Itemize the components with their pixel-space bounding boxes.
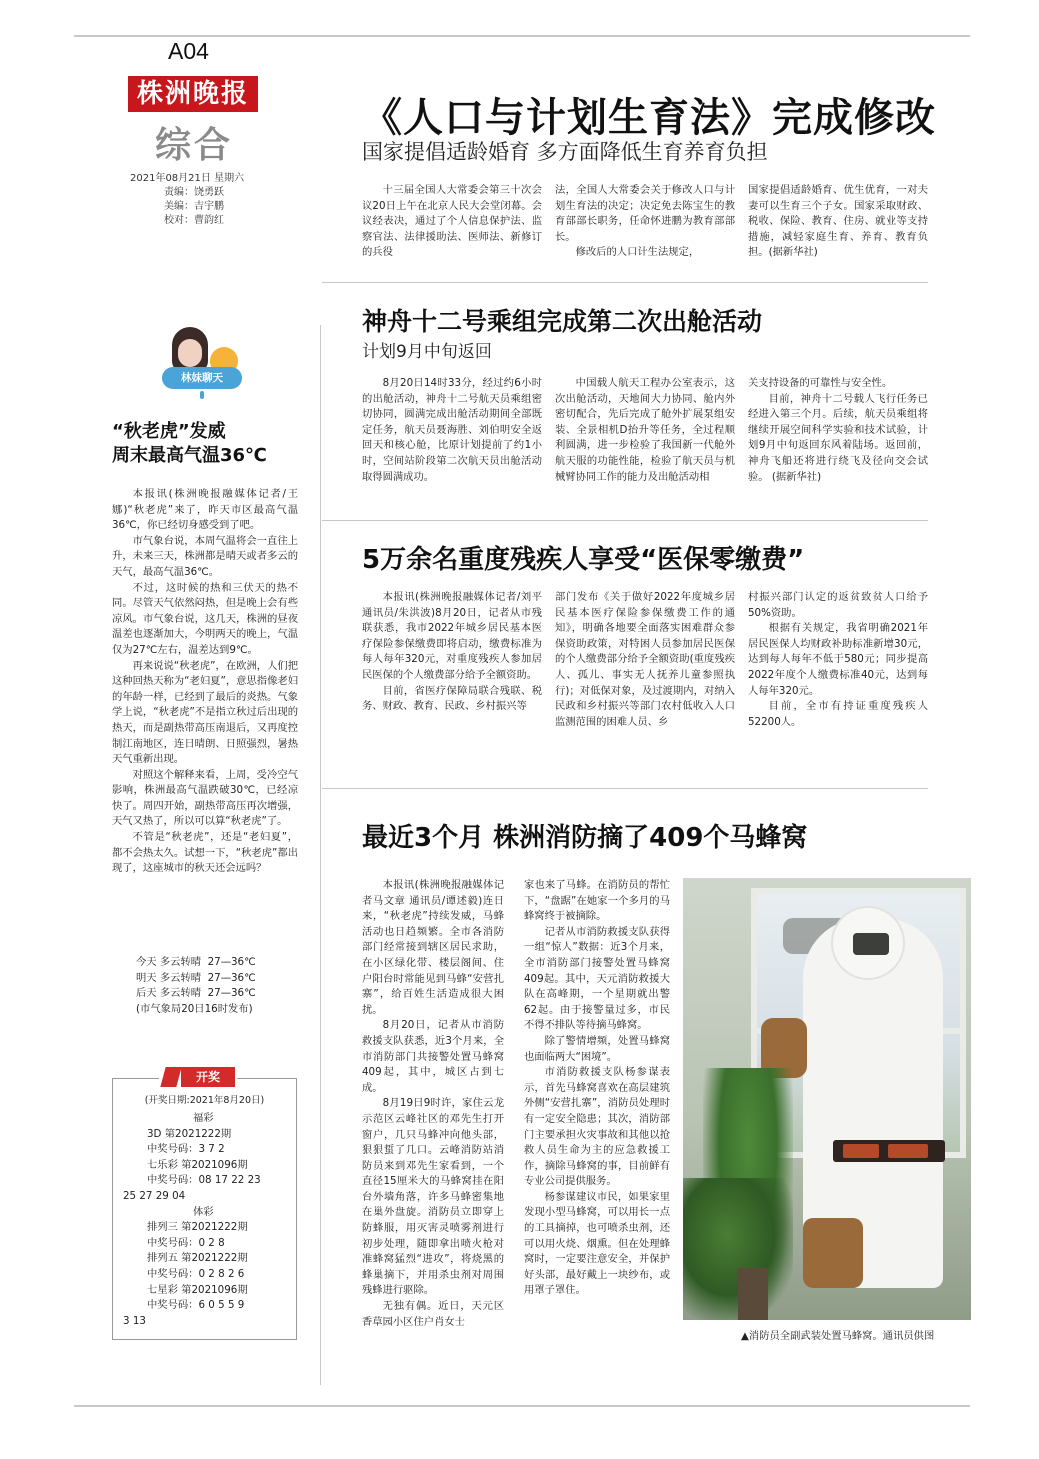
masthead-logo: 株洲晚报 [128,76,258,112]
lead-col-3 [748,183,928,261]
lead-headline: 《人口与计划生育法》完成修改 [362,95,936,141]
medical-col-3-text-c: 目前，全市有持证重度残疾人52200人。 [748,700,928,728]
shenzhou-col-2 [555,376,735,485]
shenzhou-subhead: 计划9月中旬返回 [362,342,492,362]
weather-article [112,487,298,877]
lottery-line: 中奖号码：08 17 22 23 [147,1174,261,1187]
hornet-col-2-text-b: 记者从市消防救援支队获得一组“惊人”数据：近3个月来，全市消防部门接警处置马蜂窝409起。其中，天元消防救援大队在高峰期，一个星期就出警62起。由于接警量过多，市民不得不排队等待摘马蜂窝。 [524,925,670,1032]
forecast-weather: 多云转晴 [159,956,202,968]
raindrop-icon [200,391,204,399]
lottery-line: 排列三 第2021222期 [147,1221,248,1234]
lead-bottom-rule [322,282,928,283]
lottery-line: 七星彩 第2021096期 [147,1283,248,1296]
firefighter-photo [683,878,971,1320]
hornet-col-2-text-d: 市消防救援支队杨参谋表示，首先马蜂窝喜欢在高层建筑外侧“安营扎寨”，消防员处理时有一定安全隐患；其次，消防部门主要承担火灾事故和其他以抢救人员生命为主的应急救援工作，摘除马蜂窝的事，目前鲜有专业公司提供服务。 [524,1066,670,1188]
hornet-col-2-text-c: 除了警情增频，处置马蜂窝也面临两大“困境”。 [524,1034,670,1063]
section-title: 综合 [155,125,234,166]
weather-paragraph: 不过，这时候的热和三伏天的热不同。尽管天气依然闷热，但是晚上会有些凉风。市气象台说，这几天，株洲的昼夜温差也逐渐加大，今明两天的晚上，气温仅为27℃左右，温差达到9℃。 [112,581,298,656]
forecast-day: 明天 [136,971,157,984]
lottery-line: 3 13 [123,1314,146,1327]
forecast-source: (市气象局20日16时发布) [136,1002,253,1015]
sidebar-divider [320,325,321,1385]
date-line: 2021年08月21日 星期六 [130,173,245,184]
page-meta [130,172,244,228]
weather-headline-line-2: 周末最高气温36℃ [112,445,267,466]
lottery-line: 中奖号码：3 7 2 [147,1143,225,1156]
medical-col-3-text-a: 村振兴部门认定的返贫致贫人口给予50%资助。 [748,591,928,619]
medical-col-2-text: 部门发布《关于做好2022年度城乡居民基本医疗保险参保缴费工作的通知》，明确各地要全面落实困难群众参保资助政策，对特困人员参加居民医保的个人缴费部分给予全额资助(重度残疾人、孤儿、事实无人抚养儿童参照执行)；对低保对象，及过渡期内，对纳入民政和乡村振兴等部门农村低收入人口监测范围的困难人员、乡 [555,591,735,728]
medical-col-1-text: 本报讯(株洲晚报融媒体记者/刘平 通讯员/朱洪波)8月20日，记者从市残联获悉，我市2022年城乡居民基本医疗保险参保缴费即将启动，缴费标准为每人每年320元，对重度残疾人参加居民医保的个人缴费部分给予全额资助。 [362,591,542,681]
lottery-line: 七乐彩 第2021096期 [147,1158,248,1171]
shenzhou-col-3-text-b: 目前，神舟十二号载人飞行任务已经进入第三个月。后续，航天员乘组将继续开展空间科学实验和技术试验，计划9月中旬返回东风着陆场。返回前，神舟飞船还将进行绕飞及径向交会试验。 (据新华社) [748,392,928,483]
weather-paragraph: 再来说说“秋老虎”，在欧洲，人们把这种回热天称为“老妇夏”，意思指像老妇的年龄一样，已经到了最后的炎热。气象学上说，“秋老虎”不是指立秋过后出现的热天，而是副热带高压南退后，又再度控制江南地区，连日晴朗、日照强烈，暑热天气重新出现。 [112,659,298,766]
shenzhou-col-3 [748,376,928,485]
lottery-line: 中奖号码：0 2 8 [147,1236,225,1249]
forecast-table [136,955,256,1017]
lead-subhead: 国家提倡适龄婚育 多方面降低生育养育负担 [362,140,768,164]
forecast-row [136,955,256,971]
medical-col-2 [555,590,735,730]
forecast-row [136,986,256,1002]
medical-col-1 [362,590,542,715]
lottery-line: 中奖号码：0 2 8 2 6 [147,1267,245,1280]
hornet-col-1 [362,878,504,1330]
weather-paragraph: 不管是“秋老虎”，还是“老妇夏”，都不会热太久。试想一下，“秋老虎”都出现了，这座城市的秋天还会远吗？ [112,831,298,875]
weather-column-logo [162,327,242,407]
lottery-line: 3D 第2021222期 [147,1127,232,1140]
lottery-line: 排列五 第2021222期 [147,1252,248,1265]
lottery-badge: 开奖 [181,1067,235,1087]
lottery-section-title: 福彩 [193,1112,214,1124]
lottery-line: 25 27 29 04 [123,1189,186,1202]
lead-col-2-text-b: 修改后的人口计生法规定， [575,246,700,259]
lead-col-3-text: 国家提倡适龄婚育、优生优育，一对夫妻可以生育三个子女。国家采取财政、税收、保险、教育、住房、就业等支持措施，减轻家庭生育、养育、教育负担。(据新华社) [748,184,928,259]
lead-col-2 [555,183,735,261]
forecast-temp: 27—36℃ [207,987,256,1000]
weather-headline-line-1: “秋老虎”发威 [112,421,226,442]
page-number: A04 [168,38,209,64]
shenzhou-col-1-text: 8月20日14时33分，经过约6小时的出舱活动，神舟十二号航天员乘组密切协同，圆满完成出舱活动期间全部既定任务，航天员聂海胜、刘伯明安全返回天和核心舱，比原计划提前了约1小时，空间站阶段第二次航天员出舱活动取得圆满成功。 [362,377,542,483]
lottery-line: 中奖号码：6 0 5 5 9 [147,1299,245,1312]
lottery-box [112,1070,297,1340]
medical-headline: 5万余名重度残疾人享受“医保零缴费” [362,545,805,575]
lottery-date: (开奖日期:2021年8月20日) [144,1095,265,1106]
forecast-row [136,971,256,987]
weather-headline [112,420,267,468]
weather-paragraph: 本报讯(株洲晚报融媒体记者/王娜)“秋老虎”来了，昨天市区最高气温36℃，你已经切身感受到了吧。 [112,488,298,532]
forecast-temp: 27—36℃ [207,956,256,968]
forecast-weather: 多云转晴 [159,971,202,984]
hornet-col-1-text-b: 8月20日，记者从市消防救援支队获悉，近3个月来，全市消防部门共接警处置马蜂窝409起，其中，城区占到七成。 [362,1019,504,1094]
hornet-headline: 最近3个月 株洲消防摘了409个马蜂窝 [362,823,808,853]
hornet-col-2-text-e: 杨参谋建议市民，如果家里发现小型马蜂窝，可以用长一点的工具摘掉，也可喷杀虫剂，还可以用火烧、烟熏。但在处理蜂窝时，一定要注意安全，并保护好头部，最好戴上一块纱布，或用罩子罩住。 [524,1190,670,1297]
medical-bottom-rule [322,788,928,789]
forecast-day: 今天 [136,956,157,968]
shenzhou-col-3-text-a: 关支持设备的可靠性与安全性。 [748,377,893,389]
bottom-rule [74,1405,970,1407]
weather-paragraph: 对照这个解释来看，上周，受冷空气影响，株洲最高气温跌破30℃，已经凉快了。周四开始，副热带高压再次增强，天气又热了，所以可以算“秋老虎”了。 [112,768,298,828]
shenzhou-col-1 [362,376,542,485]
shenzhou-col-2-text: 中国载人航天工程办公室表示，这次出舱活动，天地间大力协同、舱内外密切配合，先后完成了舱外扩展泵组安装、全景相机D抬升等任务，全过程顺利圆满，进一步检验了我国新一代舱外航天服的功能性能，检验了航天员与机械臂协同工作的能力及出舱活动相 [555,377,735,483]
hornet-col-1-text-c: 8月19日9时许，家住云龙示范区云峰社区的邓先生打开窗户，几只马蜂冲向他头部，狠狠蜇了几口。云峰消防站消防员来到邓先生家看到，一个直径15厘米大的马蜂窝挂在阳台外墙角落，许多马蜂密集地在巢外盘旋。消防员立即穿上防蜂服，用灭害灵喷雾剂进行初步处理，随即拿出喷火枪对准蜂窝猛烈“进攻”，将烧黑的蜂巢摘下，并用杀虫剂对周围残蜂进行驱除。 [362,1097,504,1297]
shenzhou-headline: 神舟十二号乘组完成第二次出舱活动 [362,307,763,336]
column-badge: 林妹聊天 [162,367,242,389]
lead-col-1-text: 十三届全国人大常委会第三十次会议20日上午在北京人民大会堂闭幕。会议经表决，通过了个人信息保护法、监察官法、法律援助法、医师法、新修订的兵役 [362,184,542,259]
lottery-results [123,1111,295,1329]
shenzhou-bottom-rule [322,520,928,521]
lead-col-1 [362,183,542,261]
editor-line: 责编：饶勇跃 [164,187,224,198]
designer-line: 美编：吉宇鹏 [164,201,224,212]
weather-paragraph: 市气象台说，本周气温将会一直往上升，未来三天，株洲都是晴天或者多云的天气，最高气温36℃。 [112,534,298,578]
photo-caption: ▲消防员全副武装处置马蜂窝。通讯员供图 [741,1330,935,1342]
lead-col-2-text-a: 法，全国人大常委会关于修改人口与计划生育法的决定；决定免去陈宝生的教育部部长职务，任命怀进鹏为教育部部长。 [555,184,735,243]
medical-col-3-text-b: 根据有关规定，我省明确2021年居民医保人均财政补助标准新增30元，达到每人每年不低于580元；同步提高2022年度个人缴费标准40元，达到每人每年320元。 [748,622,928,697]
forecast-day: 后天 [136,987,157,1000]
hornet-col-1-text-d: 无独有偶。近日，天元区香草园小区住户肖女士 [362,1300,504,1328]
forecast-temp: 27—36℃ [207,971,256,984]
medical-col-1-text-b: 目前，省医疗保障局联合残联、税务、财政、教育、民政、乡村振兴等 [362,684,542,713]
hornet-col-1-text-a: 本报讯(株洲晚报融媒体记者马文章 通讯员/谭述毅)连日来，“秋老虎”持续发威，马蜂活动也日趋频繁。全市各消防部门经常接到辖区居民求助，在小区绿化带、楼层阁间、住户阳台时常能见到马蜂“安营扎寨”，给百姓生活造成很大困扰。 [362,879,504,1016]
lottery-section-title: 体彩 [193,1205,214,1218]
forecast-weather: 多云转晴 [159,987,202,1000]
proofreader-line: 校对：曹韵红 [164,215,224,226]
hornet-col-2 [524,878,670,1299]
hornet-col-2-text-a: 家也来了马蜂。在消防员的帮忙下，“盘踞”在她家一个多月的马蜂窝终于被摘除。 [524,879,670,923]
top-rule [74,35,970,37]
medical-col-3 [748,590,928,730]
